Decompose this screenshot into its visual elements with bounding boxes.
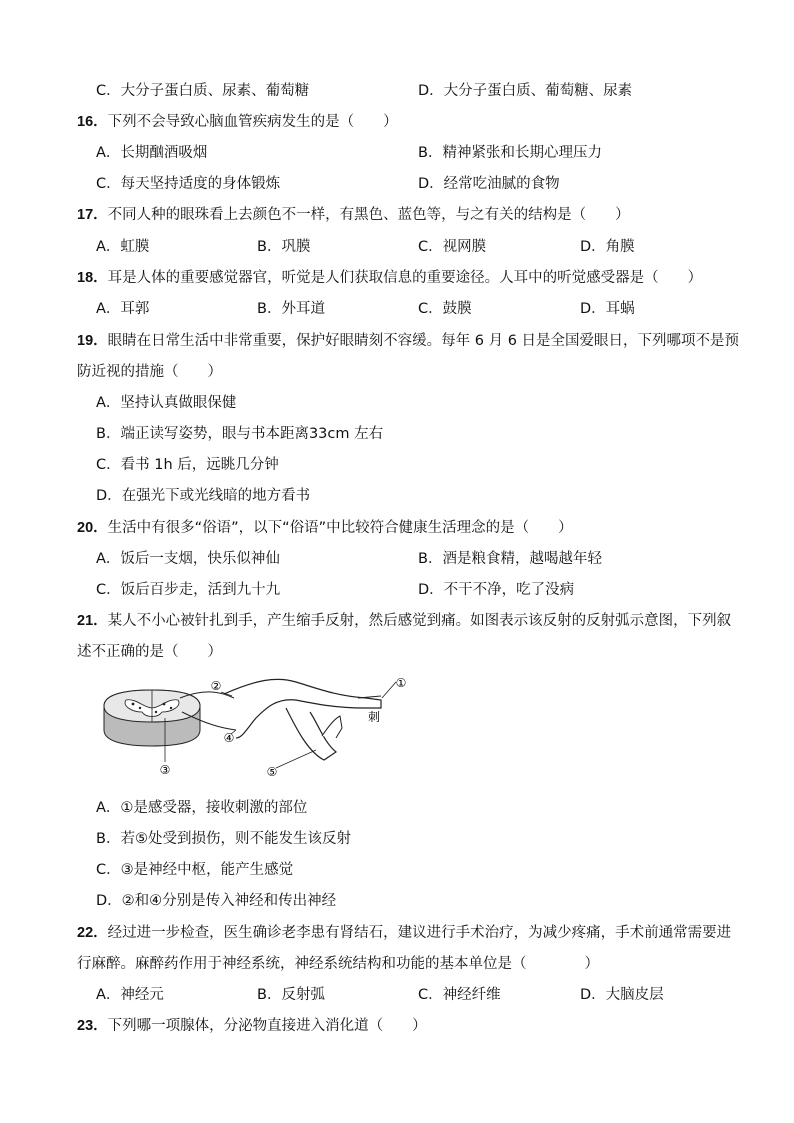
q16-option-d: D．经常吃油腻的食物 bbox=[418, 176, 560, 192]
question-21 bbox=[77, 611, 731, 631]
q18-option-b: B．外耳道 bbox=[257, 301, 325, 317]
q21-option-d: D．②和④分别是传入神经和传出神经 bbox=[96, 893, 337, 909]
q20-option-d: D．不干不净，吃了没病 bbox=[418, 582, 575, 598]
q20-option-a: A．饭后一支烟，快乐似神仙 bbox=[96, 551, 280, 567]
question-stem: 眼睛在日常生活中非常重要，保护好眼睛刻不容缓。每年 6 月 6 日是全国爱眼日，下列哪项不是预 bbox=[107, 333, 740, 349]
q17-option-c: C．视网膜 bbox=[418, 239, 487, 255]
question-stem: 耳是人体的重要感觉器官，听觉是人们获取信息的重要途径。人耳中的听觉感受器是（ ） bbox=[107, 270, 703, 286]
label-1: ① bbox=[395, 676, 407, 690]
q21-option-b: B．若⑤处受到损伤，则不能发生该反射 bbox=[96, 831, 351, 847]
q17-option-d: D．角膜 bbox=[580, 239, 635, 255]
question-stem: 下列不会导致心脑血管疾病发生的是（ ） bbox=[107, 114, 398, 130]
q18-option-a: A．耳郭 bbox=[96, 301, 150, 317]
question-22 bbox=[77, 923, 731, 943]
q15-option-d: D．大分子蛋白质、葡萄糖、尿素 bbox=[418, 83, 633, 99]
q19-option-a: A．坚持认真做眼保健 bbox=[96, 395, 237, 411]
question-stem: 生活中有很多“俗语”，以下“俗语”中比较符合健康生活理念的是（ ） bbox=[107, 520, 573, 536]
q17-option-b: B．巩膜 bbox=[257, 239, 311, 255]
reflex-arc-figure bbox=[96, 668, 426, 778]
label-4: ④ bbox=[223, 731, 235, 745]
q19-option-b: B．端正读写姿势，眼与书本距离33cm 左右 bbox=[96, 426, 384, 442]
question-number: 20． bbox=[77, 520, 108, 536]
question-17 bbox=[77, 205, 630, 225]
question-22-stem-continued: 行麻醉。麻醉药作用于神经系统，神经系统结构和功能的基本单位是（ ） bbox=[77, 956, 599, 972]
q16-option-b: B．精神紧张和长期心理压力 bbox=[418, 145, 602, 161]
question-stem: 某人不小心被针扎到手，产生缩手反射，然后感觉到痛。如图表示该反射的反射弧示意图，下列叙 bbox=[107, 613, 732, 629]
q17-option-a: A．虹膜 bbox=[96, 239, 150, 255]
q21-option-c: C．③是神经中枢，能产生感觉 bbox=[96, 862, 294, 878]
question-number: 22． bbox=[77, 925, 108, 941]
question-19-stem-continued: 防近视的措施（ ） bbox=[77, 364, 222, 380]
q20-option-b: B．酒是粮食精，越喝越年轻 bbox=[418, 551, 602, 567]
question-number: 19． bbox=[77, 333, 108, 349]
arm-icon bbox=[224, 679, 381, 760]
question-number: 18． bbox=[77, 270, 108, 286]
question-18 bbox=[77, 268, 702, 288]
question-21-stem-continued: 述不正确的是（ ） bbox=[77, 644, 222, 660]
q15-option-c: C．大分子蛋白质、尿素、葡萄糖 bbox=[96, 83, 310, 99]
q22-option-a: A．神经元 bbox=[96, 987, 164, 1003]
question-number: 21． bbox=[77, 613, 108, 629]
q19-option-d: D．在强光下或光线暗的地方看书 bbox=[96, 488, 311, 504]
question-stem: 经过进一步检查，医生确诊老李患有肾结石，建议进行手术治疗，为减少疼痛，手术前通常需要进 bbox=[107, 925, 732, 941]
q19-option-c: C．看书 1h 后，远眺几分钟 bbox=[96, 457, 279, 473]
question-23 bbox=[77, 1016, 427, 1036]
label-5: ⑤ bbox=[266, 765, 278, 778]
label-3: ③ bbox=[159, 763, 171, 777]
q18-option-d: D．耳蜗 bbox=[580, 301, 635, 317]
q18-option-c: C．鼓膜 bbox=[418, 301, 472, 317]
question-19 bbox=[77, 331, 739, 351]
q22-option-b: B．反射弧 bbox=[257, 987, 325, 1003]
q16-option-a: A．长期酗酒吸烟 bbox=[96, 145, 208, 161]
label-2: ② bbox=[210, 679, 222, 693]
question-20 bbox=[77, 518, 573, 538]
q22-option-d: D．大脑皮层 bbox=[580, 987, 664, 1003]
spinal-cord-icon bbox=[104, 690, 200, 746]
question-16 bbox=[77, 112, 398, 132]
question-number: 17． bbox=[77, 207, 108, 223]
q20-option-c: C．饭后百步走，活到九十九 bbox=[96, 582, 281, 598]
q22-option-c: C．神经纤维 bbox=[418, 987, 501, 1003]
question-stem: 下列哪一项腺体，分泌物直接进入消化道（ ） bbox=[107, 1018, 427, 1034]
question-number: 16． bbox=[77, 114, 108, 130]
question-stem: 不同人种的眼珠看上去颜色不一样，有黑色、蓝色等，与之有关的结构是（ ） bbox=[107, 207, 630, 223]
stimulus-label: 刺 bbox=[367, 710, 381, 724]
q16-option-c: C．每天坚持适度的身体锻炼 bbox=[96, 176, 281, 192]
question-number: 23． bbox=[77, 1018, 108, 1034]
q21-option-a: A．①是感受器，接收刺激的部位 bbox=[96, 800, 308, 816]
